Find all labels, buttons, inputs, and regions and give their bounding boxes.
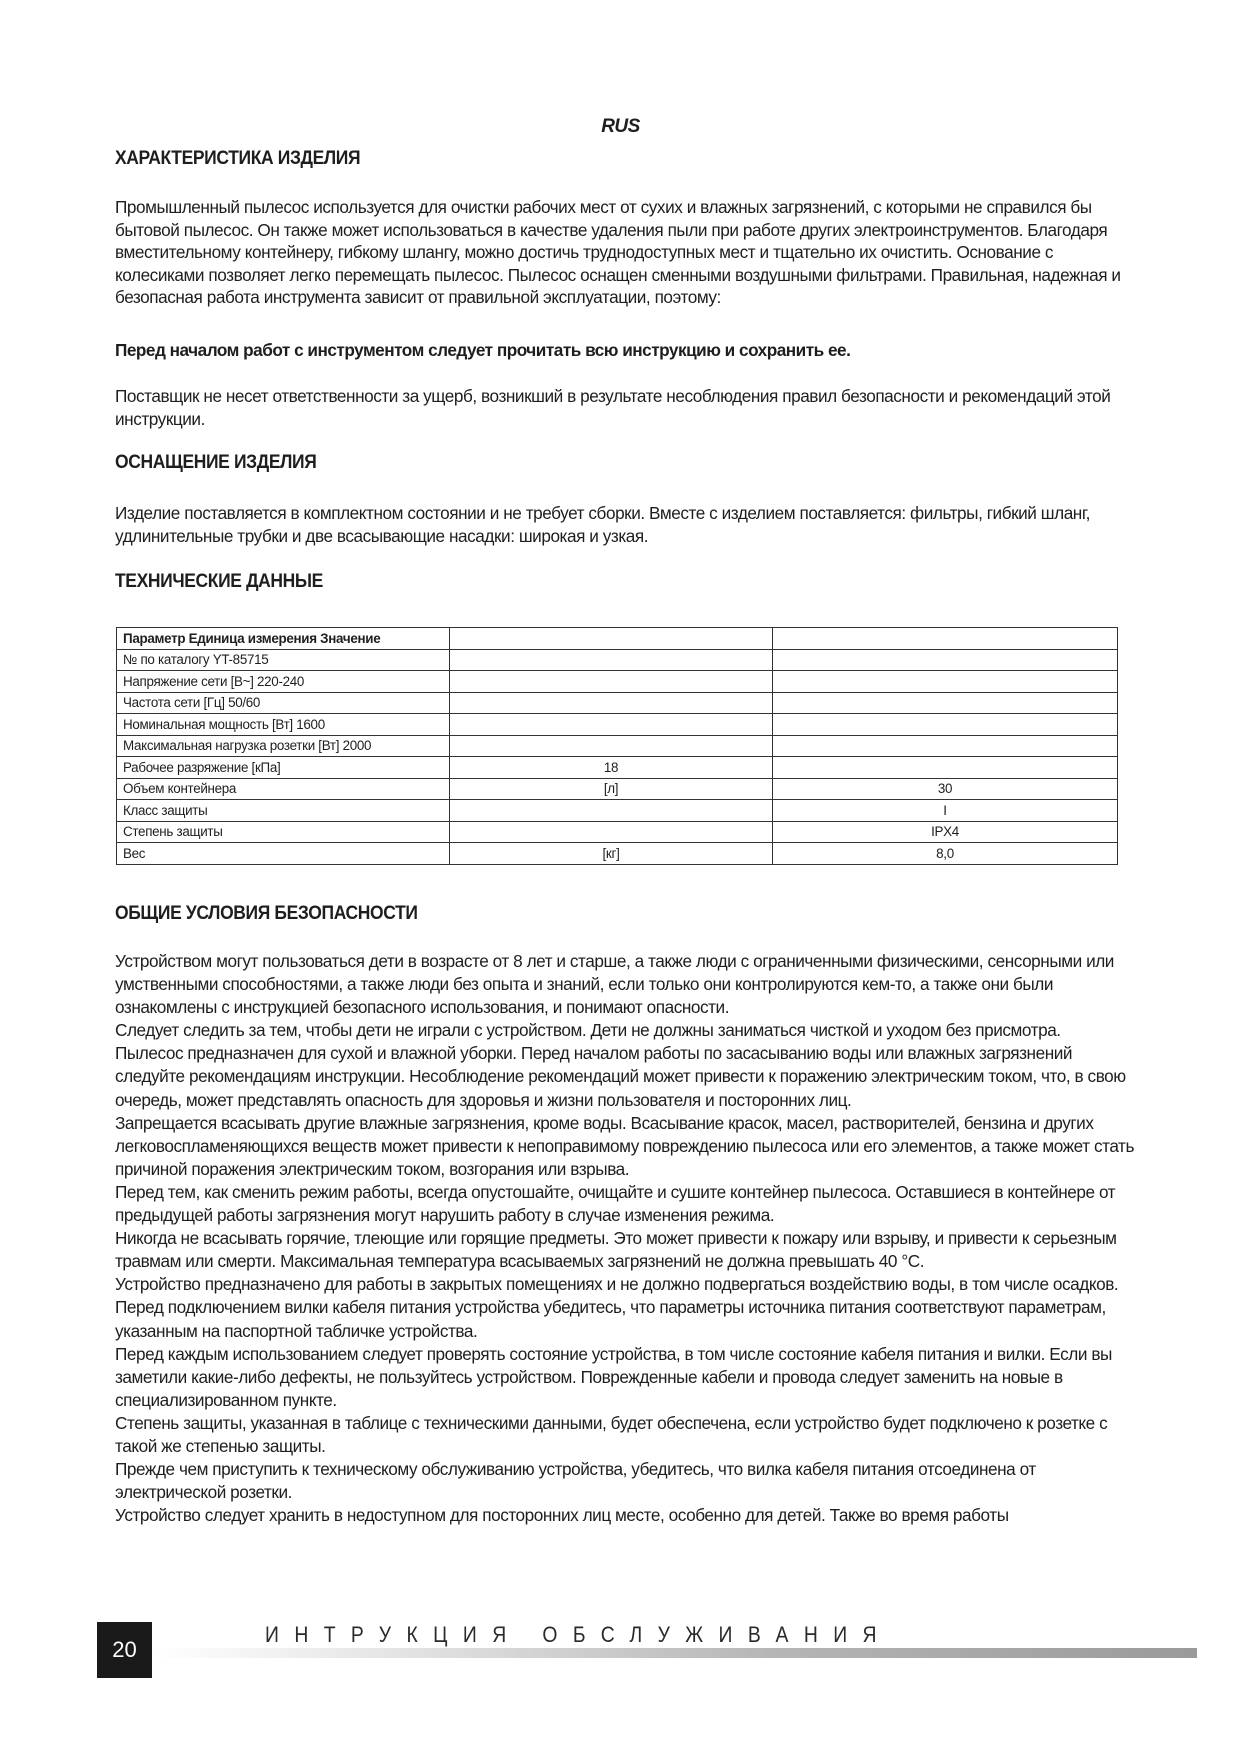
table-row	[117, 800, 1118, 822]
spec-cell: Параметр Единица измерения Значение	[117, 628, 450, 650]
safety-paragraph: Устройство предназначено для работы в закрытых помещениях и не должно подвергаться воздействию воды, в том числе осадков.	[115, 1274, 1119, 1295]
spec-cell: [кг]	[450, 843, 773, 865]
characteristics-paragraph: Промышленный пылесос используется для очистки рабочих мест от сухих и влажных загрязнений, с которыми не справился бы бытовой пылесос. Он также может использоваться в качестве удаления пыли при работе других электроинструментов. Благодаря вместительному контейнеру, гибкому шлангу, можно достичь труднодоступных мест и тщательно их очистить. Основание с колесиками позволяет легко перемещать пылесос. Пылесос оснащен сменными воздушными фильтрами. Правильная, надежная и безопасная работа инструмента зависит от правильной эксплуатации, поэтому:	[115, 197, 1121, 308]
safety-paragraph: Следует следить за тем, чтобы дети не играли с устройством. Дети не должны заниматься чисткой и уходом без присмотра.	[115, 1020, 1061, 1041]
safety-paragraph: Никогда не всасывать горячие, тлеющие или горящие предметы. Это может привести к пожару или взрыву, и привести к серьезным травмам или смерти. Максимальная температура всасываемых загрязнений не должна превышать 40 °C.	[115, 1228, 1117, 1272]
spec-cell: IPX4	[773, 821, 1118, 843]
spec-cell: 30	[773, 778, 1118, 800]
table-row	[117, 692, 1118, 714]
safety-paragraph: Перед подключением вилки кабеля питания устройства убедитесь, что параметры источника питания соответствуют параметрам, указанным на паспортной табличке устройства.	[115, 1297, 1106, 1341]
table-row	[117, 843, 1118, 865]
spec-cell	[773, 735, 1118, 757]
spec-cell: I	[773, 800, 1118, 822]
table-row	[117, 821, 1118, 843]
spec-cell	[773, 714, 1118, 736]
spec-cell	[450, 671, 773, 693]
page-number: 20	[97, 1622, 152, 1678]
safety-paragraph: Устройство следует хранить в недоступном для посторонних лиц месте, особенно для детей. Также во время работы	[115, 1505, 1009, 1526]
spec-cell: [л]	[450, 778, 773, 800]
footer-gradient-bar	[152, 1648, 1197, 1658]
spec-cell: Максимальная нагрузка розетки [Вт] 2000	[117, 735, 450, 757]
spec-cell: 18	[450, 757, 773, 779]
table-row	[117, 778, 1118, 800]
safety-paragraph: Степень защиты, указанная в таблице с техническими данными, будет обеспечена, если устройство будет подключено к розетке с такой же степенью защиты.	[115, 1412, 1108, 1456]
spec-cell	[450, 649, 773, 671]
table-row	[117, 671, 1118, 693]
spec-cell: Класс защиты	[117, 800, 450, 822]
safety-paragraph: Перед тем, как сменить режим работы, всегда опустошайте, очищайте и сушите контейнер пылесоса. Оставшиеся в контейнере от предыдущей работы загрязнения могут нарушить работу в случае изменения режима.	[115, 1181, 1116, 1226]
spec-cell	[450, 692, 773, 714]
spec-cell: Номинальная мощность [Вт] 1600	[117, 714, 450, 736]
spec-cell: Объем контейнера	[117, 778, 450, 800]
spec-cell	[773, 628, 1118, 650]
spec-cell	[450, 714, 773, 736]
section-title-characteristics: ХАРАКТЕРИСТИКА ИЗДЕЛИЯ	[115, 148, 361, 169]
spec-cell: Частота сети [Гц] 50/60	[117, 692, 450, 714]
safety-paragraph: Запрещается всасывать другие влажные загрязнения, кроме воды. Всасывание красок, масел, растворителей, бензина и других легковоспламеняющихся веществ может привести к непоправимому повреждению пылесоса или его элементов, а также может стать причиной поражения электрическим током, возгорания или взрыва.	[115, 1112, 1134, 1179]
supplier-disclaimer: Поставщик не несет ответственности за ущерб, возникший в результате несоблюдения правил безопасности и рекомендаций этой инструкции.	[115, 386, 1111, 429]
safety-text-block	[115, 950, 1135, 1527]
section-title-specs: ТЕХНИЧЕСКИЕ ДАННЫЕ	[115, 571, 323, 592]
spec-cell	[773, 671, 1118, 693]
section-title-equipment: ОСНАЩЕНИЕ ИЗДЕЛИЯ	[115, 452, 317, 473]
read-instructions-warning: Перед началом работ с инструментом следует прочитать всю инструкцию и сохранить ее.	[115, 340, 851, 360]
spec-cell	[773, 649, 1118, 671]
spec-cell	[773, 692, 1118, 714]
spec-cell	[450, 628, 773, 650]
spec-cell: Рабочее разряжение [кПа]	[117, 757, 450, 779]
spec-cell	[773, 757, 1118, 779]
section-title-safety: ОБЩИЕ УСЛОВИЯ БЕЗОПАСНОСТИ	[115, 903, 418, 924]
spec-cell: Вес	[117, 843, 450, 865]
specs-table	[116, 627, 1118, 865]
spec-cell	[450, 735, 773, 757]
footer-title: ИНТРУКЦИЯ ОБСЛУЖИВАНИЯ	[265, 1622, 892, 1647]
safety-paragraph: Перед каждым использованием следует проверять состояние устройства, в том числе состояние кабеля питания и вилки. Если вы заметили какие-либо дефекты, не пользуйтесь устройством. Поврежденные кабели и провода следует заменить на новые в специализированном пункте.	[115, 1343, 1112, 1410]
spec-cell: № по каталогу YT-85715	[117, 649, 450, 671]
spec-cell	[450, 821, 773, 843]
specs-header-row	[117, 628, 1118, 650]
table-row	[117, 714, 1118, 736]
table-row	[117, 649, 1118, 671]
language-label: RUS	[601, 116, 640, 137]
table-row	[117, 735, 1118, 757]
safety-paragraph: Устройством могут пользоваться дети в возрасте от 8 лет и старше, а также люди с ограниченными физическими, сенсорными или умственными способностями, а также люди без опыта и знаний, если только они контролируются кем-то, а также они были ознакомлены с инструкцией безопасного использования, и понимают опасности.	[115, 951, 1114, 1018]
equipment-paragraph: Изделие поставляется в комплектном состоянии и не требует сборки. Вместе с изделием поставляется: фильтры, гибкий шланг, удлинительные трубки и две всасывающие насадки: широкая и узкая.	[115, 503, 1090, 546]
spec-cell: Напряжение сети [В~] 220-240	[117, 671, 450, 693]
safety-paragraph: Пылесос предназначен для сухой и влажной уборки. Перед началом работы по засасыванию воды или влажных загрязнений следуйте рекомендациям инструкции. Несоблюдение рекомендаций может привести к поражению электрическим током, что, в свою очередь, может представлять опасность для здоровья и жизни пользователя и посторонних лиц.	[115, 1043, 1126, 1110]
table-row	[117, 757, 1118, 779]
safety-paragraph: Прежде чем приступить к техническому обслуживанию устройства, убедитесь, что вилка кабеля питания отсоединена от электрической розетки.	[115, 1459, 1036, 1503]
spec-cell: Степень защиты	[117, 821, 450, 843]
spec-cell	[450, 800, 773, 822]
spec-cell: 8,0	[773, 843, 1118, 865]
